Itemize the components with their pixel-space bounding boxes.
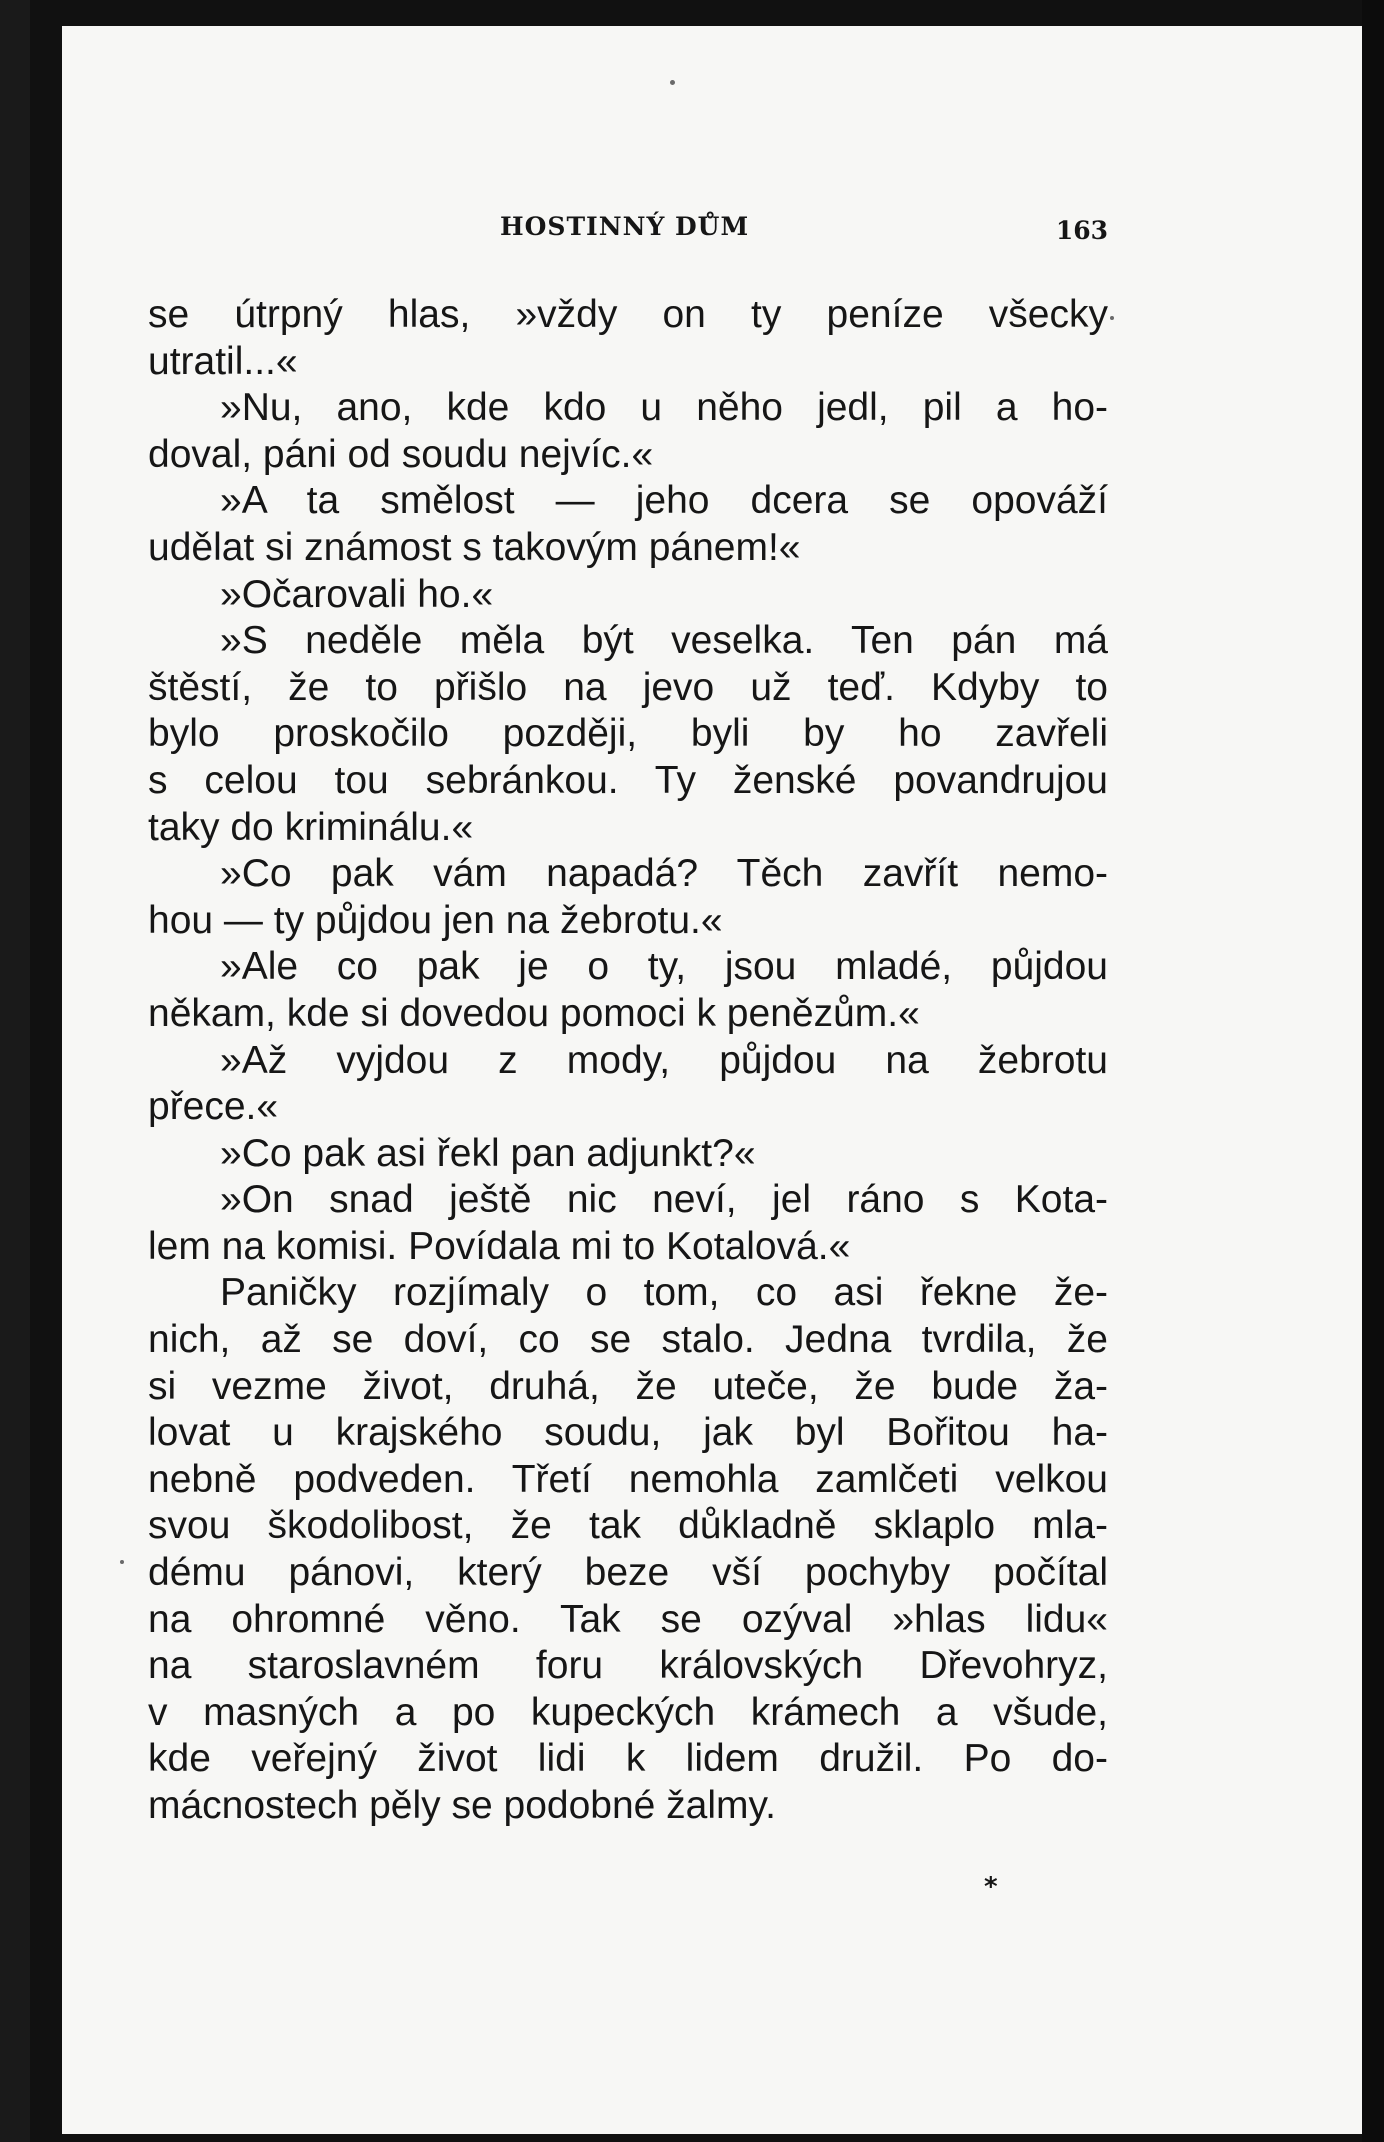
text-line: nich, až se doví, co se stalo. Jedna tvrdila, že: [148, 1318, 1108, 1362]
running-head-title: HOSTINNÝ DŮM: [500, 212, 750, 241]
text-line: přece.«: [148, 1085, 279, 1129]
text-line: »Až vyjdou z mody, půjdou na žebrotu: [220, 1038, 1108, 1082]
text-line: si vezme život, druhá, že uteče, že bude ža-: [148, 1364, 1108, 1408]
text-line: někam, kde si dovedou pomoci k penězům.«: [148, 991, 920, 1035]
text-line: »Co pak asi řekl pan adjunkt?«: [220, 1131, 756, 1175]
left-binding-edge: [0, 0, 30, 2142]
text-line: »S neděle měla být veselka. Ten pán má: [220, 619, 1108, 663]
text-line: taky do kriminálu.«: [148, 805, 474, 849]
text-line: »On snad ještě nic neví, jel ráno s Kota-: [220, 1178, 1108, 1222]
text-line: štěstí, že to přišlo na jevo už teď. Kdyby to: [148, 665, 1108, 709]
text-line: s celou tou sebránkou. Ty ženské povandrujou: [148, 758, 1108, 802]
text-line: »Nu, ano, kde kdo u něho jedl, pil a ho-: [220, 386, 1108, 430]
text-line: kde veřejný život lidi k lidem družil. Po do-: [148, 1737, 1108, 1781]
page-number: 163: [1055, 216, 1108, 245]
paper-speck: [670, 80, 675, 85]
text-line: na ohromné věno. Tak se ozýval »hlas lidu«: [148, 1597, 1108, 1641]
text-line: »Ale co pak je o ty, jsou mladé, půjdou: [220, 945, 1108, 989]
text-line: dému pánovi, který beze vší pochyby počítal: [148, 1551, 1108, 1595]
text-line: na staroslavném foru královských Dřevohryz,: [148, 1644, 1108, 1688]
text-line: hou — ty půjdou jen na žebrotu.«: [148, 898, 723, 942]
text-line: udělat si známost s takovým pánem!«: [148, 525, 801, 569]
text-line: lem na komisi. Povídala mi to Kotalová.«: [148, 1224, 851, 1268]
text-line: v masných a po kupeckých krámech a všude,: [148, 1690, 1108, 1734]
text-line: se útrpný hlas, »vždy on ty peníze všecky: [148, 293, 1108, 336]
text-line: doval, páni od soudu nejvíc.«: [148, 432, 654, 476]
text-line: lovat u krajského soudu, jak byl Bořitou ha-: [148, 1411, 1108, 1455]
text-line: nebně podveden. Třetí nemohla zamlčeti velkou: [148, 1457, 1108, 1501]
text-line: »Očarovali ho.«: [220, 572, 494, 616]
paper-speck: [1110, 316, 1114, 320]
paper-speck: [120, 1560, 124, 1564]
right-scan-border: [1362, 0, 1384, 2142]
text-line: »Co pak vám napadá? Těch zavřít nemo-: [220, 852, 1108, 896]
text-line: utratil...«: [148, 339, 298, 383]
body-text: [148, 292, 1108, 1830]
text-line: »A ta smělost — jeho dcera se opováží: [220, 479, 1108, 523]
text-line: mácnostech pěly se podobné žalmy.: [148, 1784, 776, 1827]
text-line: svou škodolibost, že tak důkladně sklaplo mla-: [148, 1504, 1108, 1548]
text-line: bylo proskočilo později, byli by ho zavřeli: [148, 712, 1108, 756]
section-ornament: *: [984, 1872, 998, 1902]
text-line: Paničky rozjímaly o tom, co asi řekne že-: [220, 1271, 1108, 1315]
running-head: [148, 208, 1108, 248]
